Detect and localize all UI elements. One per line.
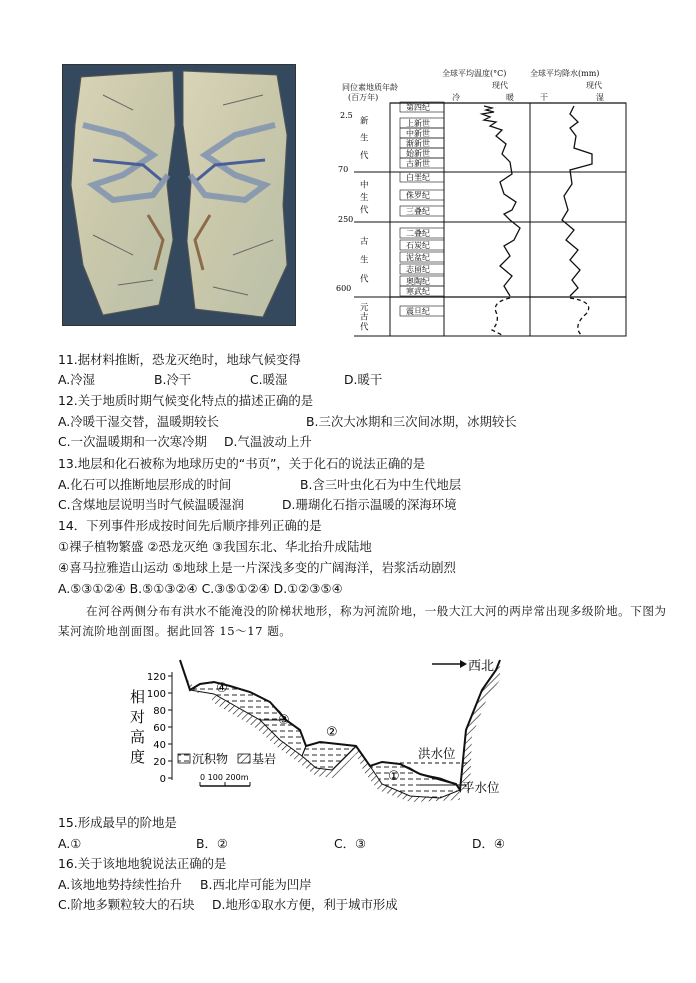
warm-label: 暖 [506, 93, 514, 102]
q11-option-d[interactable]: D.暖干 [344, 372, 383, 387]
period-label: 上新世 [406, 119, 430, 128]
q15-option-d[interactable]: D．④ [472, 836, 506, 851]
terrace-ytick-label: 100 [146, 689, 166, 700]
terrace-ytick-label: 80 [153, 706, 166, 717]
q13-option-d[interactable]: D.珊瑚化石指示温暖的深海环境 [282, 497, 457, 512]
era-label: 代 [360, 150, 369, 161]
period-label: 第四纪 [406, 103, 430, 112]
q16-option-c[interactable]: C.阶地多颗粒较大的石块 [58, 897, 195, 912]
normal-level-label: 平水位 [462, 780, 500, 795]
q11-option-c[interactable]: C.暖湿 [250, 372, 288, 387]
q12-option-c[interactable]: C.一次温暖期和一次寒冷期 [58, 434, 207, 449]
cold-label: 冷 [452, 93, 460, 102]
q12-stem: 12.关于地质时期气候变化特点的描述正确的是 [58, 393, 314, 408]
arrow-right-icon [432, 660, 467, 668]
period-label: 古新世 [406, 159, 430, 168]
era-label: 中 [360, 180, 369, 191]
q11-option-b[interactable]: B.冷干 [154, 372, 192, 387]
period-label: 志留纪 [406, 265, 430, 274]
period-label: 石炭纪 [406, 241, 430, 250]
era-label: 古 [360, 312, 369, 323]
q15-option-c[interactable]: C．③ [334, 836, 367, 851]
scale-label: 0 100 200m [200, 773, 249, 782]
age-column-unit: (百万年) [348, 93, 379, 102]
era-label: 元 [360, 302, 369, 313]
terrace-label-1: ① [388, 769, 400, 784]
era-label: 代 [360, 274, 369, 285]
terrace-ytick-label: 0 [159, 774, 166, 785]
age-tick-label: 600 [336, 284, 352, 293]
q15-option-b[interactable]: B．② [196, 836, 228, 851]
q16-option-b[interactable]: B.西北岸可能为凹岸 [200, 877, 312, 892]
era-label: 新 [360, 116, 369, 127]
q11-option-a[interactable]: A.冷湿 [58, 372, 95, 387]
age-tick-label: 70 [338, 165, 349, 174]
period-label: 泥盆纪 [406, 253, 430, 262]
bedrock-legend-swatch [238, 754, 250, 763]
period-label: 中新世 [406, 129, 430, 138]
era-label: 生 [360, 133, 369, 144]
q14-events-line2: ④喜马拉雅造山运动 ⑤地球上是一片深浅多变的广阔海洋，岩浆活动剧烈 [58, 560, 456, 575]
era-label: 生 [360, 193, 369, 203]
terrace-yaxis-label: 相 [130, 688, 146, 706]
direction-label: 西北 [468, 659, 495, 674]
terrace-label-2: ② [326, 725, 338, 740]
terrace-ytick-label: 60 [153, 723, 166, 734]
precip-current-label: 现代 [586, 81, 602, 90]
sediment-legend-label: 沉积物 [192, 752, 229, 766]
q16-stem: 16.关于该地地貌说法正确的是 [58, 856, 227, 871]
period-label: 三叠纪 [406, 207, 430, 216]
flood-level-label: 洪水位 [418, 746, 456, 761]
q13-option-b[interactable]: B.含三叶虫化石为中生代地层 [300, 477, 462, 492]
q12-option-a[interactable]: A.冷暖干湿交替，温暖期较长 [58, 414, 219, 429]
q16-option-a[interactable]: A.该地地势持续性抬升 [58, 877, 182, 892]
period-label: 寒武纪 [406, 287, 430, 296]
period-label: 始新世 [406, 149, 430, 158]
q15-stem: 15.形成最早的阶地是 [58, 815, 177, 830]
q13-option-c[interactable]: C.含煤地层说明当时气候温暖湿润 [58, 497, 245, 512]
terrace-ytick-label: 20 [153, 757, 166, 768]
q12-option-d[interactable]: D.气温波动上升 [224, 434, 312, 449]
bedrock-legend-label: 基岩 [252, 752, 277, 766]
terrace-yaxis-label: 对 [130, 708, 146, 726]
precip-header: 全球平均降水(mm) [530, 69, 600, 78]
terrace-passage: 在河谷两侧分布有洪水不能淹没的阶梯状地形，称为河流阶地，一般大江大河的两岸常出现多级阶地。下图为某河流阶地剖面图。据此回答 15～17 题。 [58, 604, 667, 638]
q13-stem: 13.地层和化石被称为地球历史的“书页”，关于化石的说法正确的是 [58, 456, 426, 471]
period-label: 侏罗纪 [406, 191, 430, 200]
geologic-time-chart [334, 64, 634, 342]
fossil-photo [62, 64, 296, 326]
q13-option-a[interactable]: A.化石可以推断地层形成的时间 [58, 477, 232, 492]
q15-option-a[interactable]: A.① [58, 836, 82, 851]
sediment-legend-swatch [178, 754, 190, 763]
age-tick-label: 250 [338, 215, 354, 224]
terrace-label-3: ③ [278, 713, 290, 728]
q14-stem: 14．下列事件形成按时间先后顺序排列正确的是 [58, 518, 322, 533]
q11-stem: 11.据材料推断，恐龙灭绝时，地球气候变得 [58, 352, 301, 367]
period-label: 震旦纪 [406, 307, 430, 316]
q14-options[interactable]: A.⑤③①②④ B.⑤①③②④ C.③⑤①②④ D.①②③⑤④ [58, 581, 343, 596]
terrace-ytick-label: 40 [153, 740, 166, 751]
q12-option-b[interactable]: B.三次大冰期和三次间冰期，冰期较长 [306, 414, 517, 429]
terrace-ytick-label: 120 [146, 672, 166, 683]
terrace-yaxis-label: 度 [130, 748, 146, 766]
q14-events-line1: ①裸子植物繁盛 ②恐龙灭绝 ③我国东北、华北抬升成陆地 [58, 539, 372, 554]
period-label: 二叠纪 [406, 229, 430, 238]
fossil-bird-icon [63, 65, 295, 325]
era-label: 代 [360, 205, 369, 216]
river-terrace-profile [120, 650, 520, 810]
terrace-label-4: ④ [216, 681, 228, 696]
period-label: 渐新世 [406, 139, 430, 148]
temp-current-label: 现代 [492, 81, 508, 90]
q16-option-d[interactable]: D.地形①取水方便，利于城市形成 [212, 897, 398, 912]
era-label: 代 [360, 322, 369, 333]
wet-label: 湿 [596, 93, 604, 102]
temp-header: 全球平均温度(°C) [442, 69, 507, 78]
terrace-yaxis-label: 高 [130, 728, 146, 746]
era-label: 生 [360, 255, 369, 266]
period-label: 奥陶纪 [406, 277, 430, 286]
period-label: 白垩纪 [406, 173, 430, 182]
age-tick-label: 2.5 [340, 111, 353, 120]
era-label: 古 [360, 236, 369, 247]
dry-label: 干 [540, 93, 548, 102]
age-column-title: 同位素地质年龄 [342, 83, 398, 92]
